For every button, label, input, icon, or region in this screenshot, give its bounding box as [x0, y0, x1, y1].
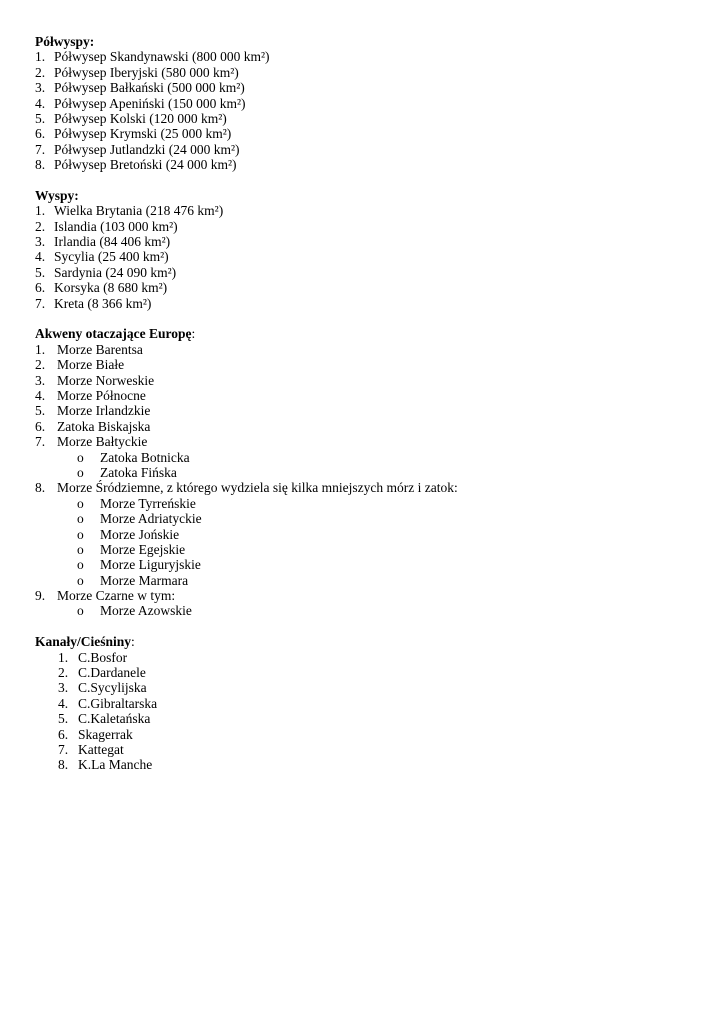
item-text: Półwysep Bałkański (500 000 km²) [54, 80, 245, 96]
list-item [35, 49, 695, 64]
item-text: K.La Manche [78, 757, 153, 773]
item-text: Irlandia (84 406 km²) [54, 234, 171, 250]
item-number: 6. [35, 126, 46, 142]
spacer [35, 311, 695, 326]
list-item [35, 80, 695, 95]
bullet-icon: o [77, 603, 84, 619]
item-text: Islandia (103 000 km²) [54, 218, 178, 234]
item-number: 7. [35, 295, 46, 311]
item-text: C.Kaletańska [78, 711, 151, 727]
item-text: Półwysep Kolski (120 000 km²) [54, 110, 227, 126]
item-number: 3. [35, 234, 46, 250]
item-text: C.Bosfor [78, 649, 128, 665]
item-number: 4. [35, 95, 46, 111]
item-number: 4. [35, 387, 46, 403]
item-text: Morze Tyrreńskie [100, 495, 196, 511]
list-item [35, 111, 695, 126]
item-number: 3. [35, 80, 46, 96]
bullet-icon: o [77, 572, 84, 588]
list-item [35, 280, 695, 295]
item-number: 3. [35, 372, 46, 388]
list-item [35, 142, 695, 157]
item-number: 4. [58, 695, 69, 711]
list-item [35, 480, 695, 495]
item-number: 2. [35, 64, 46, 80]
item-text: Sardynia (24 090 km²) [54, 264, 177, 280]
list-item [35, 434, 695, 449]
list-item [35, 357, 695, 372]
bullet-icon: o [77, 464, 84, 480]
item-text: Morze Marmara [100, 572, 189, 588]
list-item [35, 588, 695, 603]
heading-colon: : [191, 326, 196, 342]
list-item [35, 419, 695, 434]
list-akweny [35, 342, 695, 619]
item-number: 5. [35, 403, 46, 419]
item-text: Półwysep Skandynawski (800 000 km²) [54, 49, 270, 65]
heading-colon: : [131, 634, 135, 650]
list-item [35, 65, 695, 80]
item-text: C.Sycylijska [78, 680, 147, 696]
list-polwyspy [35, 49, 695, 172]
list-item [35, 696, 695, 711]
item-text: Morze Śródziemne, z którego wydziela się kilka mniejszych mórz i zatok: [57, 480, 458, 496]
document-page [35, 34, 695, 773]
heading-text: Półwyspy: [35, 34, 95, 49]
bullet-icon: o [77, 449, 84, 465]
list-item [35, 265, 695, 280]
item-text: Morze Liguryjskie [100, 557, 201, 573]
item-number: 1. [58, 649, 69, 665]
bullet-icon: o [77, 557, 84, 573]
item-number: 4. [35, 249, 46, 265]
item-text: Kattegat [78, 741, 124, 757]
sub-list-item [35, 450, 695, 465]
item-number: 6. [35, 280, 46, 296]
list-item [35, 757, 695, 772]
list-item [35, 203, 695, 218]
item-number: 5. [58, 711, 69, 727]
item-text: Wielka Brytania (218 476 km²) [54, 203, 224, 219]
item-text: Morze Jońskie [100, 526, 180, 542]
item-text: Skagerrak [78, 726, 133, 742]
item-text: Morze Czarne w tym: [57, 588, 176, 604]
section-title-polwyspy [35, 34, 695, 49]
item-text: Morze Norweskie [57, 372, 155, 388]
item-text: Zatoka Biskajska [57, 418, 151, 434]
spacer [35, 619, 695, 634]
item-text: Zatoka Botnicka [100, 449, 190, 465]
item-number: 7. [35, 434, 46, 450]
heading-text: Wyspy: [35, 187, 79, 203]
item-text: C.Dardanele [78, 665, 146, 681]
list-item [35, 249, 695, 264]
sub-list-item [35, 511, 695, 526]
item-number: 7. [58, 741, 69, 757]
item-text: Półwysep Iberyjski (580 000 km²) [54, 64, 239, 80]
list-item [35, 711, 695, 726]
item-text: Morze Białe [57, 357, 125, 373]
section-title-akweny [35, 326, 695, 341]
item-text: Półwysep Bretoński (24 000 km²) [54, 157, 237, 173]
item-text: Korsyka (8 680 km²) [54, 280, 168, 296]
list-item [35, 96, 695, 111]
item-text: Morze Adriatyckie [100, 511, 202, 527]
list-item [35, 126, 695, 141]
list-item [35, 388, 695, 403]
item-text: Morze Północne [57, 387, 146, 403]
item-text: Zatoka Fińska [100, 464, 177, 480]
heading-text: Kanały/Cieśniny [35, 634, 132, 650]
item-text: Półwysep Jutlandzki (24 000 km²) [54, 141, 240, 157]
list-item [35, 342, 695, 357]
list-item [35, 665, 695, 680]
item-number: 5. [35, 110, 46, 126]
item-number: 1. [35, 341, 46, 357]
item-number: 3. [58, 680, 69, 696]
list-item [35, 296, 695, 311]
item-text: Kreta (8 366 km²) [54, 295, 152, 311]
item-number: 2. [58, 665, 69, 681]
sub-list-item [35, 573, 695, 588]
sub-list-item [35, 542, 695, 557]
list-item [35, 742, 695, 757]
list-item [35, 650, 695, 665]
list-item [35, 403, 695, 418]
list-item [35, 234, 695, 249]
item-text: Morze Bałtyckie [57, 434, 148, 450]
item-number: 8. [58, 757, 69, 773]
bullet-icon: o [77, 541, 84, 557]
bullet-icon: o [77, 511, 84, 527]
sub-list-item [35, 496, 695, 511]
item-text: Morze Irlandzkie [57, 403, 151, 419]
section-title-wyspy [35, 188, 695, 203]
item-number: 2. [35, 357, 46, 373]
list-item [35, 373, 695, 388]
item-number: 6. [58, 726, 69, 742]
item-number: 2. [35, 218, 46, 234]
item-text: C.Gibraltarska [78, 695, 158, 711]
sub-list-item [35, 557, 695, 572]
item-text: Półwysep Apeniński (150 000 km²) [54, 95, 246, 111]
list-item [35, 680, 695, 695]
section-title-kanaly [35, 634, 695, 649]
heading-text: Akweny otaczające Europę [35, 326, 192, 342]
item-number: 1. [35, 203, 46, 219]
list-wyspy [35, 203, 695, 311]
bullet-icon: o [77, 526, 84, 542]
sub-list-item [35, 527, 695, 542]
item-number: 8. [35, 157, 46, 173]
item-number: 7. [35, 141, 46, 157]
list-item [35, 157, 695, 172]
item-number: 5. [35, 264, 46, 280]
item-text: Morze Egejskie [100, 541, 186, 557]
sub-list-item [35, 465, 695, 480]
item-text: Sycylia (25 400 km²) [54, 249, 169, 265]
item-number: 9. [35, 588, 46, 604]
item-number: 8. [35, 480, 46, 496]
list-kanaly [35, 650, 695, 773]
item-number: 1. [35, 49, 46, 65]
item-text: Morze Barentsa [57, 341, 143, 357]
item-number: 6. [35, 418, 46, 434]
item-text: Półwysep Krymski (25 000 km²) [54, 126, 232, 142]
list-item [35, 727, 695, 742]
spacer [35, 173, 695, 188]
sub-list-item [35, 603, 695, 618]
bullet-icon: o [77, 495, 84, 511]
item-text: Morze Azowskie [100, 603, 192, 619]
list-item [35, 219, 695, 234]
